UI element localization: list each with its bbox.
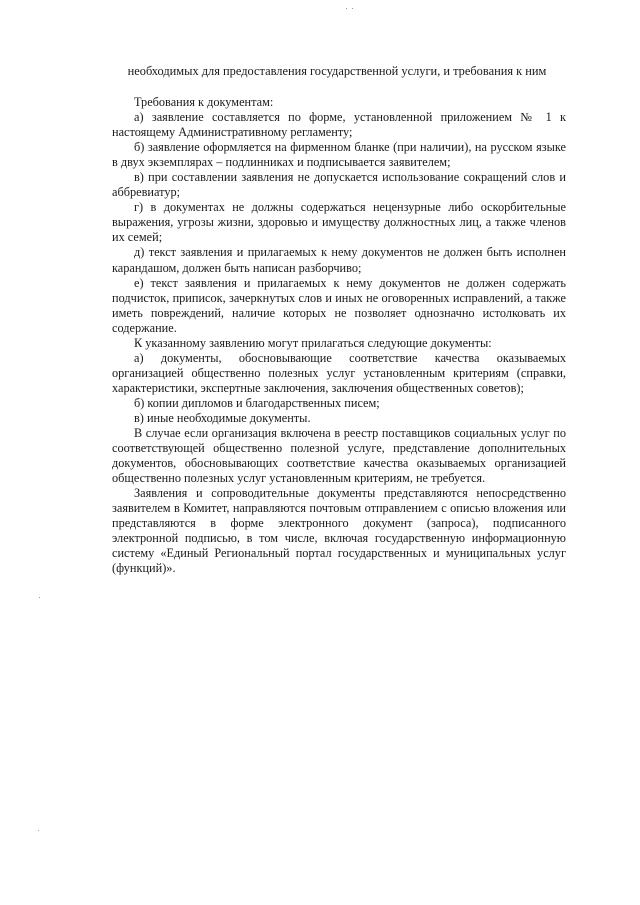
- paragraph-attachment-b: б) копии дипломов и благодарственных писем;: [134, 395, 380, 410]
- paragraph-attachments-title: К указанному заявлению могут прилагаться следующие документы:: [134, 335, 492, 350]
- paragraph-requirements-title: Требования к документам:: [134, 95, 274, 109]
- paragraph-submission: Заявления и сопроводительные документы представляются непосредственно заявителем в Комитет, направляются почтовым отправлением с описью вложения или представляются в форме электронного документ (запроса), подписанного электронной подписью, в том числе, включая государственную информационную систему «Единый Региональный портал государственных и муниципальных услуг (функций)».: [112, 486, 566, 576]
- section-heading-line: необходимых для предоставления государственной услуги, и требования к ним: [127, 64, 547, 78]
- paragraph-item-d: д) текст заявления и прилагаемых к нему документов не должен быть исполнен карандашом, должен быть написан разборчиво;: [112, 245, 566, 275]
- paragraph-item-a: а) заявление составляется по форме, установленной приложением № 1 к настоящему Административному регламенту;: [112, 110, 566, 140]
- paragraph-item-e: е) текст заявления и прилагаемых к нему документов не должен содержать подчисток, приписок, зачеркнутых слов и иных не оговоренных исправлений, а также иметь повреждений, наличие которых не позволяет однозначно истолковать их содержание.: [112, 275, 566, 335]
- scan-speck: [39, 597, 40, 598]
- scan-speck: [346, 8, 347, 9]
- paragraph-item-b: б) заявление оформляется на фирменном бланке (при наличии), на русском языке в двух экземплярах – подлинниках и подписывается заявителем;: [112, 140, 566, 170]
- paragraph-registry-case: В случае если организация включена в реестр поставщиков социальных услуг по соответствующей общественно полезной услуге, представление дополнительных документов, обосновывающих соответствие качества оказываемых организацией общественно полезных услуг установленным критериям, не требуется.: [112, 426, 566, 486]
- scan-speck: [38, 830, 39, 831]
- paragraph-attachment-v: в) иные необходимые документы.: [134, 410, 311, 425]
- document-body: [112, 95, 566, 577]
- paragraph-item-v: в) при составлении заявления не допускается использование сокращений слов и аббревиатур;: [112, 170, 566, 200]
- paragraph-item-g: г) в документах не должны содержаться нецензурные либо оскорбительные выражения, угрозы жизни, здоровью и имуществу должностных лиц, а также членов их семей;: [112, 200, 566, 245]
- scan-speck: [352, 8, 353, 9]
- paragraph-attachment-a: а) документы, обосновывающие соответствие качества оказываемых организацией общественно полезных услуг установленным критериям (справки, характеристики, экспертные заключения, заключения общественных советов);: [112, 350, 566, 395]
